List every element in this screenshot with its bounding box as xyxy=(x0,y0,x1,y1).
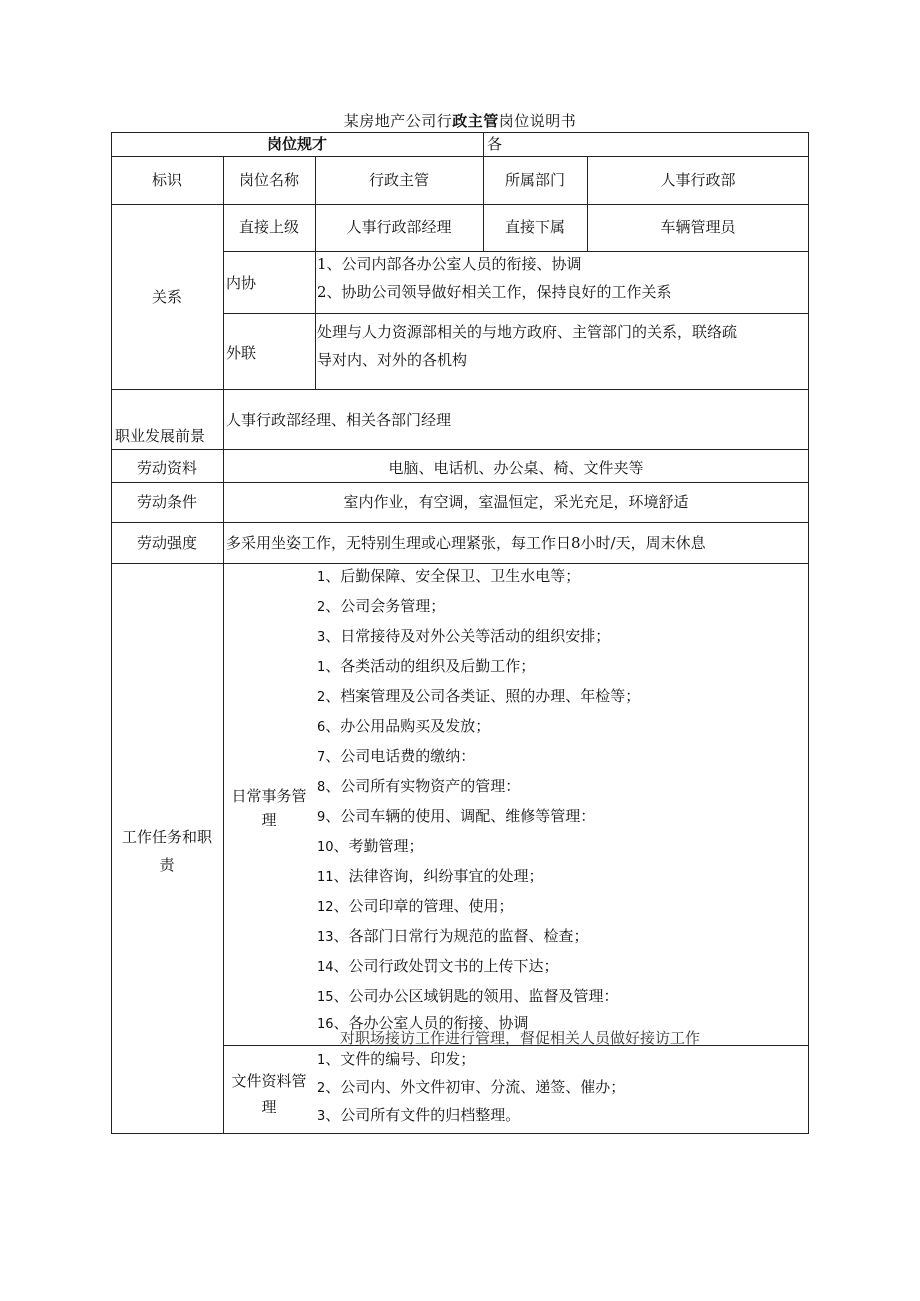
daily-affairs-label: 理 xyxy=(261,811,277,829)
career-label: 职业发展前景 xyxy=(115,427,206,445)
files-management-label: 理 xyxy=(261,1098,277,1116)
duty-item: 2、公司会务管理； xyxy=(317,597,446,615)
row-divider xyxy=(111,156,809,157)
superior-value: 人事行政部经理 xyxy=(346,218,452,236)
duty-item: 8、公司所有实物资产的管理： xyxy=(317,777,521,795)
materials-label: 劳动资料 xyxy=(136,459,197,477)
column-divider xyxy=(223,563,224,1134)
duty-item: 9、公司车辆的使用、调配、维修等管理： xyxy=(317,807,596,825)
conditions-value: 室内作业，有空调，室温恒定，采光充足，环境舒适 xyxy=(343,493,689,511)
duty-item: 6、办公用品购买及发放； xyxy=(317,717,491,735)
intensity-value: 多采用坐姿工作，无特别生理或心理紧张，每工作日8小时/天，周末休息 xyxy=(226,534,706,552)
duty-item: 14、公司行政处罚文书的上传下达； xyxy=(317,957,559,975)
duty-item: 15、公司办公区域钥匙的领用、监督及管理： xyxy=(317,987,619,1005)
duty-item: 1、各类活动的组织及后勤工作； xyxy=(317,657,536,675)
files-management-label: 文件资料管 xyxy=(231,1072,307,1090)
duty-item: 3、日常接待及对外公关等活动的组织安排； xyxy=(317,627,611,645)
department-value: 人事行政部 xyxy=(660,171,736,189)
internal-label: 内协 xyxy=(226,274,257,292)
row-divider xyxy=(111,522,809,523)
duty-item: 16、各办公室人员的衔接、协调 xyxy=(317,1014,529,1032)
file-duty-item: 3、公司所有文件的归档整理。 xyxy=(317,1106,521,1124)
row-divider xyxy=(111,389,809,390)
duty-item: 13、各部门日常行为规范的监督、检查； xyxy=(317,927,589,945)
row-divider xyxy=(111,449,809,450)
duty-item: 2、档案管理及公司各类证、照的办理、年检等； xyxy=(317,687,641,705)
subordinate-label: 直接下属 xyxy=(504,218,565,236)
external-line: 处理与人力资源部相关的与地方政府、主管部门的关系，联络疏 xyxy=(317,323,738,341)
file-duty-item: 2、公司内、外文件初审、分流、递签、催办； xyxy=(317,1078,626,1096)
intensity-label: 劳动强度 xyxy=(136,534,197,552)
duties-label: 责 xyxy=(159,856,175,874)
duty-item: 11、法律咨询，纠纷事宜的处理； xyxy=(317,867,544,885)
department-label: 所属部门 xyxy=(504,171,565,189)
column-divider xyxy=(483,132,484,156)
column-divider xyxy=(223,156,224,389)
duty-item: 12、公司印章的管理、使用； xyxy=(317,897,514,915)
internal-line: 2、协助公司领导做好相关工作，保持良好的工作关系 xyxy=(317,283,672,301)
job-name-label: 岗位名称 xyxy=(238,171,299,189)
header-left: 岗位规才 xyxy=(266,135,327,153)
row-divider xyxy=(223,251,809,252)
file-duty-item: 1、文件的编号、印发； xyxy=(317,1050,476,1068)
external-label: 外联 xyxy=(226,344,257,362)
career-value: 人事行政部经理、相关各部门经理 xyxy=(226,411,452,429)
row-divider xyxy=(111,204,809,205)
clipped-duty-line: 对职场接访工作进行管理，督促相关人员做好接访工作 xyxy=(340,1029,701,1047)
internal-line: 1、公司内部各办公室人员的衔接、协调 xyxy=(317,255,582,273)
row-divider xyxy=(111,482,809,483)
column-divider xyxy=(223,389,224,449)
superior-label: 直接上级 xyxy=(238,218,299,236)
external-line: 导对内、对外的各机构 xyxy=(317,351,468,369)
row-divider xyxy=(223,313,809,314)
duty-item: 1、后勤保障、安全保卫、卫生水电等； xyxy=(317,567,581,585)
document-title: 某房地产公司行政主管岗位说明书 xyxy=(343,112,577,130)
identity-label: 标识 xyxy=(151,171,182,189)
duty-item: 7、公司电话费的缴纳： xyxy=(317,747,476,765)
daily-affairs-label: 日常事务管 xyxy=(231,787,307,805)
header-right: 各 xyxy=(487,135,503,153)
subordinate-value: 车辆管理员 xyxy=(660,218,736,236)
relations-label: 关系 xyxy=(151,288,182,306)
duties-label: 工作任务和职 xyxy=(121,828,212,846)
column-divider xyxy=(315,251,316,389)
materials-value: 电脑、电话机、办公桌、椅、文件夹等 xyxy=(388,459,644,477)
row-divider xyxy=(111,563,809,564)
conditions-label: 劳动条件 xyxy=(136,493,197,511)
job-name-value: 行政主管 xyxy=(368,171,429,189)
duty-item: 10、考勤管理； xyxy=(317,837,424,855)
